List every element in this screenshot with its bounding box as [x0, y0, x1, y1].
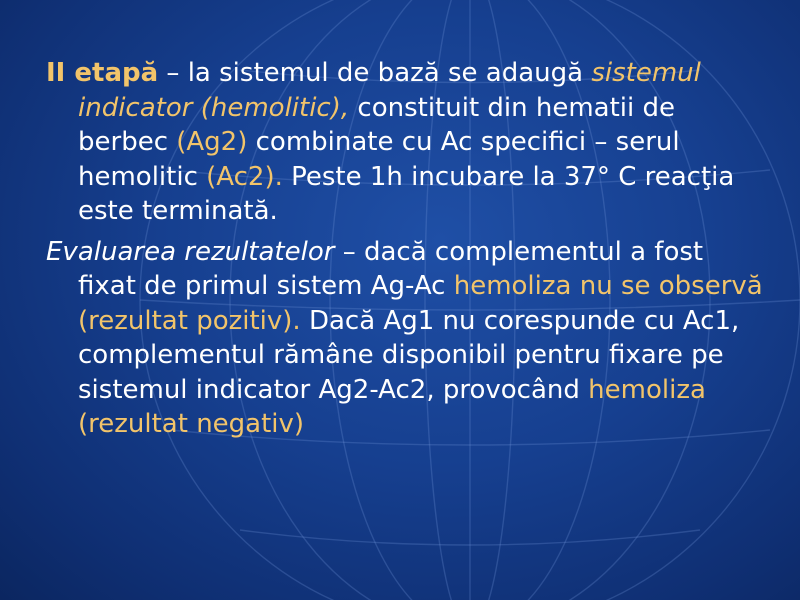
text-segment: – dacă complementul a fost fixat de primul sistem Ag-Ac [78, 236, 704, 301]
negative-result-text: hemoliza (rezultat negativ) [78, 374, 706, 439]
antigen-label: (Ag2) [176, 127, 248, 157]
paragraph-stage-two [46, 56, 766, 229]
slide-content [46, 56, 766, 448]
text-segment: Dacă Ag1 nu corespunde cu Ac1, complementul rămâne disponibil pentru fixare pe sistemul indicator Ag2-Ac2, provocând [78, 305, 740, 405]
antibody-label: (Ac2). [206, 161, 283, 192]
evaluation-title: Evaluarea rezultatelor [46, 236, 335, 267]
text-segment: Peste 1h incubare la 37° C reacţia este terminată. [78, 161, 735, 226]
stage-title: II etapă [46, 58, 159, 88]
text-segment: – la sistemul de bază se adaugă [158, 58, 592, 88]
positive-result-text: hemoliza nu se observă (rezultat pozitiv). [78, 271, 763, 336]
text-segment: combinate cu Ac specifici – serul hemolitic [78, 127, 680, 192]
paragraph-evaluation [46, 235, 766, 442]
indicator-system-text: sistemul indicator (hemolitic), [78, 58, 701, 123]
text-segment: constituit din hematii de berbec [78, 92, 676, 157]
